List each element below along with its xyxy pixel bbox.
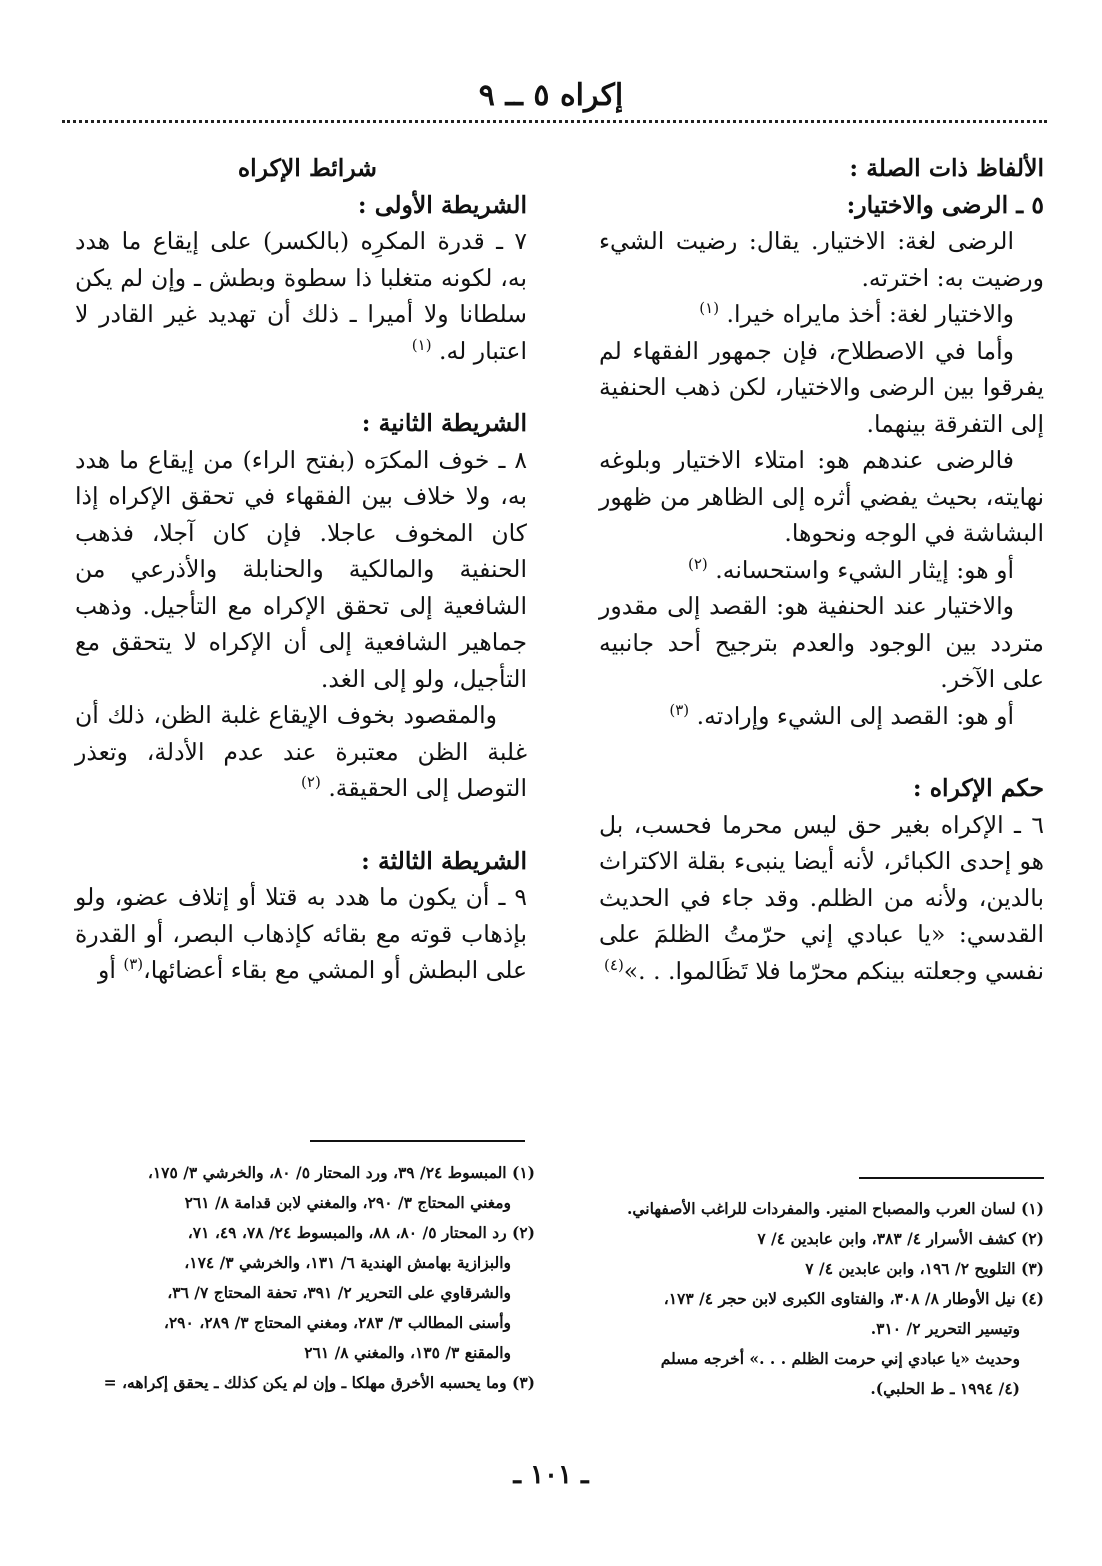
right-column [599, 150, 1044, 989]
header-dotted-rule [62, 120, 1047, 123]
paragraph [599, 296, 1044, 333]
footnotes-left [75, 1158, 535, 1398]
paragraph: والاختيار عند الحنفية هو: القصد إلى مقدور متردد بين الوجود والعدم بترجيح أحد جانبيه على الآخر. [599, 592, 1044, 693]
footnote-ref: (٤) [604, 955, 624, 974]
footnote: (٣) وما يحسبه الأخرق مهلكا ـ وإن لم يكن كذلك ـ يحقق إكراهه، = [103, 1373, 535, 1392]
condition3-heading: الشريطة الثالثة : [361, 846, 527, 875]
footnote-rule [310, 1140, 525, 1142]
footnote-rule [859, 1177, 1044, 1179]
left-column [75, 150, 527, 989]
footnote: (٣) التلويح ٢/ ١٩٦، وابن عابدين ٤/ ٧ [805, 1259, 1044, 1278]
footnote: (٢) رد المحتار ٥/ ٨٠، ٨٨، والمبسوط ٢٤/ ٧٨، ٤٩، ٧١، [187, 1223, 535, 1242]
footnote-continuation: ومغني المحتاج ٣/ ٢٩٠، والمغني لابن قدامة ٨/ ٢٦١ [184, 1193, 511, 1212]
footnote-continuation: والشرقاوي على التحرير ٢/ ٣٩١، تحفة المحتاج ٧/ ٣٦، [167, 1283, 511, 1302]
paragraph-text: ٧ ـ قدرة المكرِه (بالكسر) على إيقاع ما هدد به، لكونه متغلبا ذا سطوة وبطش ـ وإن لم يكن سلطانا ولا أميرا ـ ذلك أن تهديد غير القادر لا اعتبار له. [75, 227, 527, 365]
conditions-heading: شرائط الإكراه [237, 154, 377, 182]
footnote-continuation: والمقنع ٣/ ١٣٥، والمغني ٨/ ٢٦١ [304, 1343, 511, 1362]
footnote: (١) المبسوط ٢٤/ ٣٩، ورد المحتار ٥/ ٨٠، والخرشي ٣/ ١٧٥، [147, 1163, 535, 1182]
spacer [75, 369, 527, 405]
paragraph [599, 807, 1044, 990]
ruling-heading: حكم الإكراه : [912, 774, 1044, 802]
footnote: وحديث «يا عبادي إني حرمت الظلم . . .» أخرجه مسلم [660, 1349, 1020, 1368]
paragraph: ٨ ـ خوف المكرَه (بفتح الراء) من إيقاع ما هدد به، ولا خلاف بين الفقهاء في تحقق الإكراه إذا كان المخوف عاجلا. فإن كان آجلا، فذهب الحنفية والمالكية والحنابلة والأذرعي من الشافعية إلى تحقق الإكراه مع التأجيل. وذهب جماهير الشافعية إلى أن الإكراه لا يتحقق مع التأجيل، ولو إلى الغد. [75, 445, 527, 693]
spacer [75, 807, 527, 843]
related-terms-heading: الألفاظ ذات الصلة : [849, 154, 1044, 182]
footnote-ref: (١) [699, 299, 720, 318]
footnote: (٢) كشف الأسرار ٤/ ٣٨٣، وابن عابدين ٤/ ٧ [757, 1229, 1044, 1248]
paragraph: وأما في الاصطلاح، فإن جمهور الفقهاء لم يفرقوا بين الرضى والاختيار، لكن ذهب الحنفية إلى التفرقة بينهما. [599, 336, 1044, 438]
paragraph-text: ٦ ـ الإكراه بغير حق ليس محرما فحسب، بل هو إحدى الكبائر، لأنه أيضا ينبىء بقلة الاكتراث بالدين، ولأنه من الظلم. وقد جاء في الحديث القدسي: «يا عبادي إني حرّمتُ الظلمَ على نفسي وجعلته بينكم محرّما فلا تَظَالموا. . .» [599, 810, 1044, 985]
paragraph [75, 223, 527, 369]
section5-heading: ٥ ـ الرضى والاختيار: [846, 190, 1044, 219]
paragraph-text: ٩ ـ أن يكون ما هدد به قتلا أو إتلاف عضو، ولو بإذهاب قوته مع بقائه كإذهاب البصر، أو القدرة على البطش أو المشي مع بقاء أعضائها، [75, 883, 527, 984]
footnote-continuation: (٤/ ١٩٩٤ ـ ط الحلبي). [870, 1379, 1020, 1398]
paragraph [599, 698, 1044, 735]
paragraph-text: أو [97, 956, 116, 984]
footnote-ref: (٣) [123, 955, 144, 974]
footnote-ref: (٢) [688, 554, 708, 573]
paragraph [75, 697, 527, 807]
paragraph-text: والاختيار لغة: أخذ مايراه خيرا. [726, 300, 1014, 328]
footnote: (٤) نيل الأوطار ٨/ ٣٠٨، والفتاوى الكبرى لابن حجر ٤/ ١٧٣، [663, 1289, 1044, 1308]
footnotes-right [594, 1194, 1044, 1404]
footnote-continuation: وأسنى المطالب ٣/ ٢٨٣، ومغني المحتاج ٣/ ٢٨٩، ٢٩٠، [163, 1313, 511, 1332]
footnote-ref: (٣) [669, 700, 690, 719]
footnote-continuation: وتيسير التحرير ٢/ ٣١٠. [870, 1319, 1020, 1338]
condition2-heading: الشريطة الثانية : [361, 409, 527, 437]
paragraph: فالرضى عندهم هو: امتلاء الاختيار وبلوغه نهايته، بحيث يفضي أثره إلى الظاهر من ظهور البشاشة في الوجه ونحوها. [599, 446, 1044, 547]
footnote-continuation: والبزازية بهامش الهندية ٦/ ١٣١، والخرشي ٣/ ١٧٤، [184, 1253, 511, 1272]
paragraph [599, 552, 1044, 589]
spacer [599, 734, 1044, 770]
page-number: ـ ١٠١ ـ [513, 1460, 589, 1490]
paragraph-text: أو هو: إيثار الشيء واستحسانه. [715, 555, 1014, 584]
footnote-ref: (٢) [301, 773, 321, 792]
paragraph-text: أو هو: القصد إلى الشيء وإرادته. [696, 701, 1014, 730]
footnote: (١) لسان العرب والمصباح المنير. والمفردات للراغب الأصفهاني. [626, 1199, 1044, 1218]
footnote-ref: (١) [411, 335, 432, 354]
paragraph-text: والمقصود بخوف الإيقاع غلبة الظن، ذلك أن غلبة الظن معتبرة عند عدم الأدلة، وتعذر التوصل إلى الحقيقة. [75, 701, 527, 802]
condition1-heading: الشريطة الأولى : [357, 190, 527, 219]
paragraph [75, 879, 527, 989]
paragraph: الرضى لغة: الاختيار. يقال: رضيت الشيء ورضيت به: اخترته. [599, 227, 1044, 292]
running-header: إكراه ٥ ــ ٩ [478, 78, 624, 113]
